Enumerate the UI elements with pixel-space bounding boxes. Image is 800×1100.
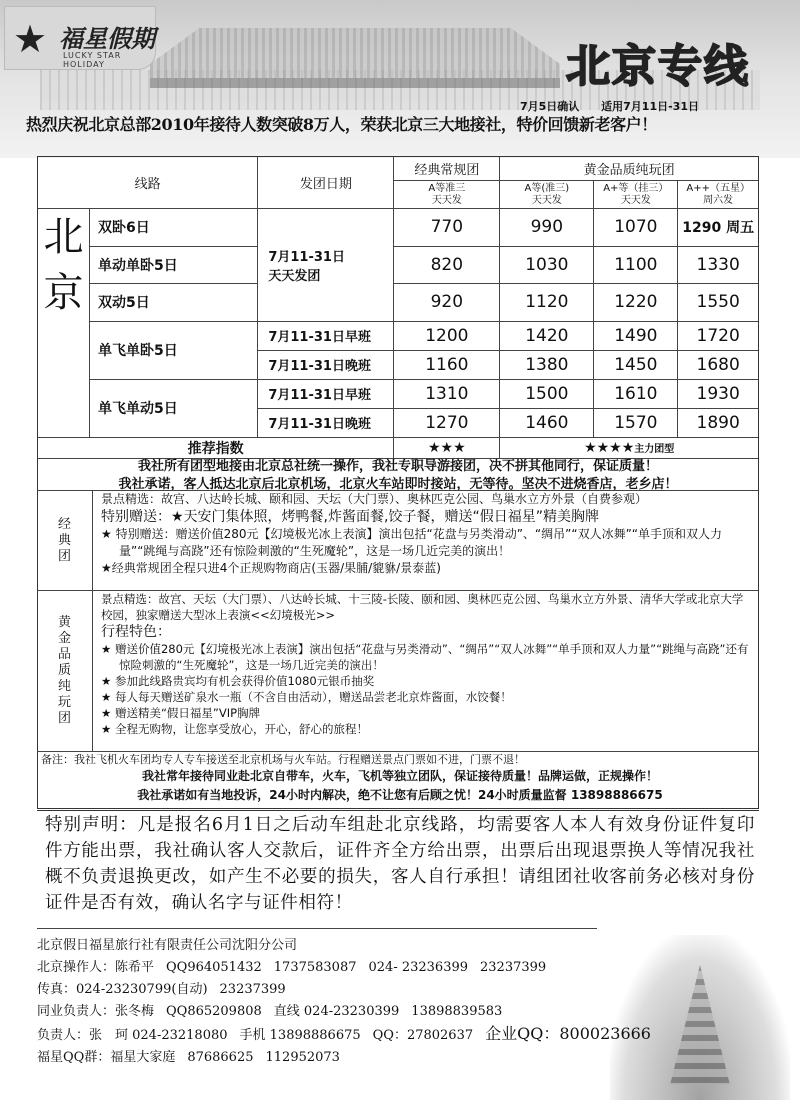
gold-feature: ★ 参加此线路贵宾均有机会获得价值1080元银币抽奖 (101, 674, 375, 688)
price-cell: 1890 (678, 408, 759, 437)
applies-date: 适用7月11日-31日 (601, 100, 699, 113)
peer-line: 同业负责人：张冬梅 QQ865209808 直线 024-23230399 13898839583 (37, 1004, 503, 1019)
company-name: 北京假日福星旅行社有限责任公司沈阳分公司 (37, 938, 298, 953)
price-cell: 1420 (500, 321, 594, 350)
price-cell: 1490 (594, 321, 678, 350)
price-cell: 1610 (594, 379, 678, 408)
rating-label: 推荐指数 (38, 437, 394, 458)
price-cell: 1030 (500, 246, 594, 284)
price-cell: 1100 (594, 246, 678, 284)
notes-line: 我社承诺如有当地投诉，24小时内解决，绝不让您有后顾之忧！24小时质量监督 13898886675 (137, 788, 663, 802)
city-label: 北 京 (38, 209, 90, 322)
departure-date: 7月11-31日 天天发团 (258, 209, 394, 322)
price-cell: 920 (394, 284, 500, 322)
contact-footer (37, 935, 651, 1069)
price-cell: 1680 (678, 350, 759, 379)
departure-date: 7月11-31日早班 (258, 321, 394, 350)
slogan: 热烈庆祝北京总部2010年接待人数突破8万人，荣获北京三大地接社，特价回馈新老客户！ (26, 115, 657, 134)
price-cell: 1120 (500, 284, 594, 322)
boss-line: 负责人：张 珂 024-23218080 手机 13898886675 QQ：27802637 企业QQ：800023666 (37, 1024, 651, 1043)
operator-line: 北京操作人：陈希平 QQ964051432 1737583087 024- 23236399 23237399 (37, 960, 547, 975)
gold-section (37, 590, 759, 751)
gold-body (101, 591, 751, 737)
notes-block (37, 751, 759, 805)
price-cell: 1550 (678, 284, 759, 322)
price-cell: 1570 (594, 408, 678, 437)
remark-line: 备注：我社飞机火车团均专人专车接送至北京机场与火车站。行程赠送景点门票如不进，门票不退！ (41, 753, 525, 766)
rating-classic: ★★★ (394, 437, 500, 458)
palace-roof-image (150, 8, 560, 88)
fax-line: 传真：024-23230799(自动) 23237399 (37, 982, 286, 997)
star-icon: ★ (13, 17, 48, 61)
pledge-line: 我社所有团型地接由北京总社统一操作，我社专职导游接团，决不拼其他同行，保证质量！ (137, 459, 658, 474)
gold-feature: ★ 赠送价值280元【幻境极光冰上表演】演出包括“花盘与另类滑动”、“绸吊”“双人冰舞”“单手顶和双人力量”“跳绳与高跷”还有惊险刺激的“生死魔轮”，这是一场几近完美的演出！ (101, 642, 749, 672)
price-cell: 1200 (394, 321, 500, 350)
classic-spots: 景点精选：故宫、八达岭长城、颐和园、天坛（大门票）、奥林匹克公园、鸟巢水立方外景（自费参观） (101, 492, 648, 506)
price-cell: 1930 (678, 379, 759, 408)
route-name: 单飞单动5日 (90, 379, 258, 437)
footer-divider (37, 928, 597, 929)
classic-gift: 特别赠送：★天安门集体照，烤鸭餐,炸酱面餐,饺子餐，赠送“假日福星”精美胸牌 (101, 509, 599, 525)
tier-header: A++（五星） 周六发 (678, 181, 759, 209)
price-cell: 1160 (394, 350, 500, 379)
price-cell: 1380 (500, 350, 594, 379)
group-gold-header: 黄金品质纯玩团 (500, 157, 759, 181)
price-cell: 990 (500, 209, 594, 247)
gold-feature: ★ 赠送精美“假日福星”VIP胸牌 (101, 706, 261, 720)
logo-text: 福星假期 (59, 24, 155, 53)
departure-date: 7月11-31日晚班 (258, 350, 394, 379)
tier-header: A等准三 天天发 (394, 181, 500, 209)
route-name: 双动5日 (90, 284, 258, 322)
notes-line: 我社常年接待同业赴北京自带车，火车，飞机等独立团队，保证接待质量！品牌运做，正规操作！ (141, 769, 658, 783)
group-classic-header: 经典常规团 (394, 157, 500, 181)
departure-date: 7月11-31日晚班 (258, 408, 394, 437)
price-cell: 1310 (394, 379, 500, 408)
qq-group-line: 福星QQ群：福星大家庭 87686625 112952073 (37, 1050, 340, 1065)
departure-date: 7月11-31日早班 (258, 379, 394, 408)
price-cell: 1070 (594, 209, 678, 247)
classic-section (37, 490, 759, 590)
tier-header: A+等（挂三） 天天发 (594, 181, 678, 209)
company-logo (4, 6, 156, 70)
price-cell: 1460 (500, 408, 594, 437)
classic-shops: ★经典常规团全程只进4个正规购物商店(玉器/果脯/貔貅/景泰蓝) (101, 561, 441, 575)
price-cell: 1220 (594, 284, 678, 322)
col-date-header: 发团日期 (258, 157, 394, 209)
gold-feature: ★ 全程无购物，让您享受放心，开心，舒心的旅程！ (101, 722, 368, 736)
price-cell: 1720 (678, 321, 759, 350)
route-name: 双卧6日 (90, 209, 258, 247)
gold-feature: ★ 每人每天赠送矿泉水一瓶（不含自由活动），赠送品尝老北京炸酱面，水饺餐！ (101, 690, 512, 704)
classic-body (101, 491, 751, 577)
logo-subtext: LUCKY STAR HOLIDAY (63, 51, 122, 69)
special-declaration: 特别声明：凡是报名6月1日之后动车组赴北京线路，均需要客人本人有效身份证件复印件方能出票，我社确认客人交款后，证件齐全方给出票，出票后出现退票换人等情况我社概不负责退换更改，如产生不必要的损失，客人自行承担！请组团社收客前务必核对身份证件是否有效，确认名字与证件相符！ (37, 810, 759, 916)
price-cell: 820 (394, 246, 500, 284)
tier-header: A等(准三) 天天发 (500, 181, 594, 209)
gold-features-title: 行程特色： (101, 624, 171, 640)
gold-spots: 景点精选：故宫、天坛（大门票）、八达岭长城、十三陵-长陵、颐和园、奥林匹克公园、鸟巢水立方外景、清华大学或北京大学校园，独家赠送大型冰上表演<<幻境极光>> (101, 592, 744, 622)
col-route-header: 线路 (38, 157, 258, 209)
gold-side-label: 黄 金 品 质 纯 玩 团 (37, 591, 93, 751)
price-cell: 770 (394, 209, 500, 247)
confirm-date: 7月5日确认 (520, 100, 580, 113)
banner-title: 北京专线 (566, 41, 750, 92)
route-name: 单飞单卧5日 (90, 321, 258, 379)
price-cell: 1450 (594, 350, 678, 379)
price-cell: 1290 周五 (678, 209, 759, 247)
price-cell: 1500 (500, 379, 594, 408)
classic-show: ★ 特别赠送：赠送价值280元【幻境极光冰上表演】演出包括“花盘与另类滑动”、“绸吊”“双人冰舞”“单手顶和双人力量”“跳绳与高跷”还有惊险刺激的“生死魔轮”，这是一场几近完美的演出！ (101, 527, 722, 558)
price-cell: 1330 (678, 246, 759, 284)
rating-gold: ★★★★主力团型 (500, 437, 759, 458)
route-name: 单动单卧5日 (90, 246, 258, 284)
classic-side-label: 经 典 团 (37, 491, 93, 590)
pledge-line: 我社承诺，客人抵达北京后北京机场，北京火车站即时接站，无等待。坚决不进烧香店，老乡店！ (118, 477, 678, 492)
price-cell: 1270 (394, 408, 500, 437)
